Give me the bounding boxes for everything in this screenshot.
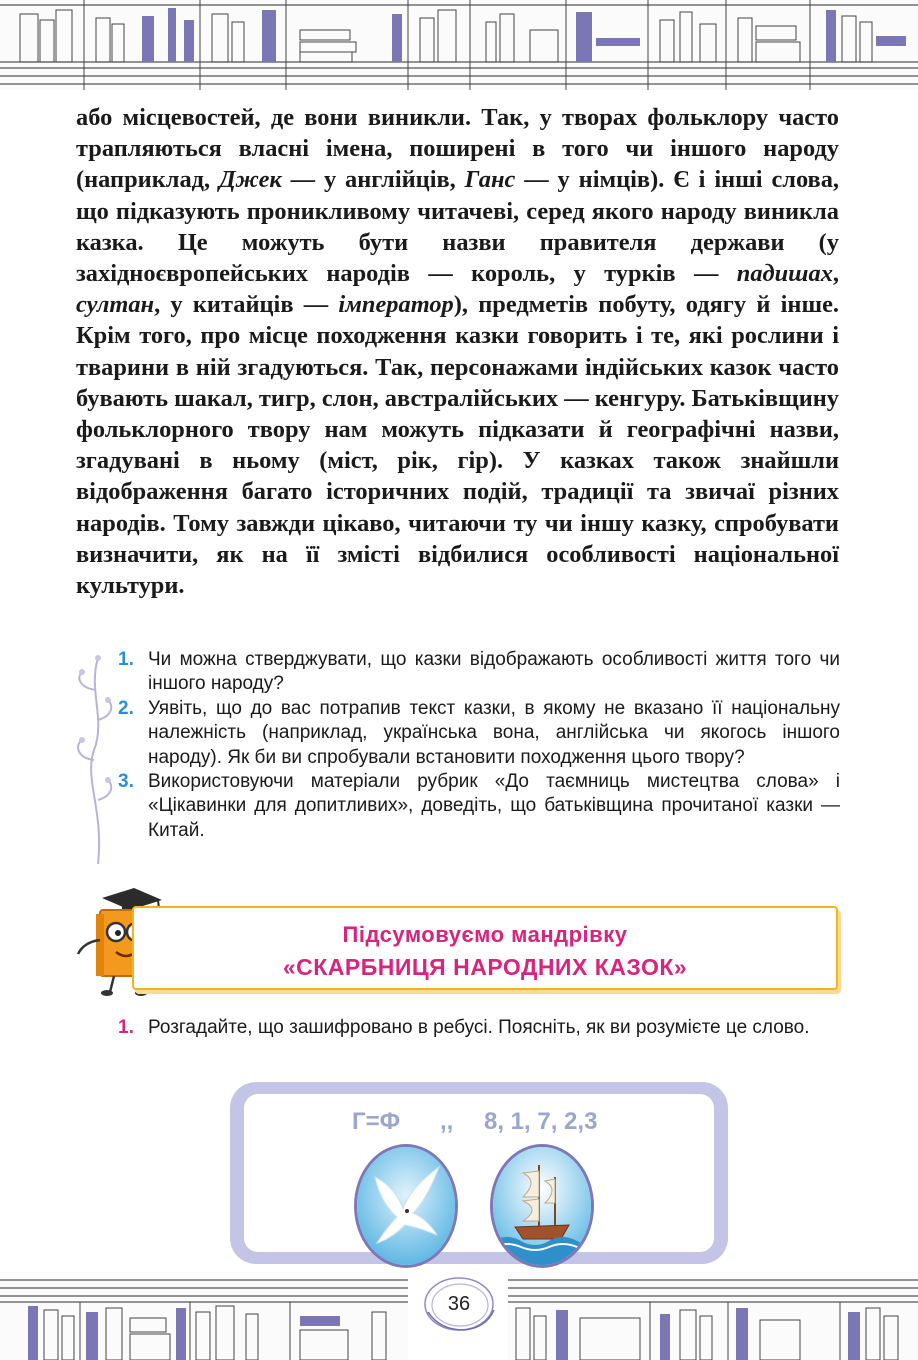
question-number: 3. <box>118 771 134 793</box>
body-text-part: — у німців). Є і інші слова, що підказують проникливому читачеві, серед якого народу виникла казка. Це можуть бути назви правителя держави (у західноєвропейських народів — король, у турків — <box>76 166 840 288</box>
section-banner <box>132 906 838 990</box>
page-number-badge <box>420 1274 498 1334</box>
rebus-frame <box>230 1082 728 1264</box>
question-number: 2. <box>118 697 134 719</box>
rebus-clue-left: Г=Ф <box>352 1108 401 1135</box>
body-paragraph <box>76 102 839 601</box>
page-number: 36 <box>447 1293 471 1315</box>
rebus-clue-right: 8, 1, 7, 2,3 <box>484 1108 598 1135</box>
body-text-italic: Ганс <box>464 166 516 194</box>
sailing-ship-icon <box>490 1144 594 1268</box>
question-item <box>118 697 840 770</box>
body-text-part: — у англійців, <box>281 166 465 194</box>
question-text: Чи можна стверджувати, що казки відображають особливості життя того чи іншого народу? <box>148 649 840 695</box>
floral-ornament-icon <box>68 650 118 870</box>
bookshelf-decoration-top <box>0 0 918 90</box>
question-item <box>118 648 840 697</box>
dove-icon <box>354 1144 458 1268</box>
question-number: 1. <box>118 649 134 670</box>
question-item <box>118 770 840 843</box>
rebus-panel <box>244 1094 714 1252</box>
body-text-part: , <box>832 260 839 288</box>
banner-subtitle: «СКАРБНИЦЯ НАРОДНИХ КАЗОК» <box>282 954 688 980</box>
task-item <box>118 1016 840 1040</box>
rebus-commas: ,, <box>440 1108 454 1135</box>
body-text-part: , у китайців — <box>154 291 339 319</box>
question-text: Використовуючи матеріали рубрик «До таємниць мистецтва слова» і «Цікавинки для допитливих», доведіть, що батьківщина прочитаної казки — Китай. <box>148 771 840 841</box>
body-text-italic: імператор <box>338 291 454 319</box>
body-text-part: або місцевостей, де вони виникли. Так, у творах фольклору часто трапляються власні імена, поширені в того чи іншого народу (наприклад, <box>76 104 839 194</box>
task-number: 1. <box>118 1017 134 1038</box>
body-text-italic: падишах <box>736 260 833 288</box>
banner-title: Підсумовуємо мандрівку <box>342 922 628 947</box>
question-list <box>118 648 840 843</box>
body-text-italic: султан <box>76 291 155 319</box>
task-text: Розгадайте, що зашифровано в ребусі. Поясніть, як ви розумієте це слово. <box>148 1017 810 1038</box>
body-text-part: ), предметів побуту, одягу й інше. Крім того, про місце походження казки говорить і те, які рослини і тварини в ній згадуються. Так, персонажами індійських казок часто бувають шакал, тигр, слон, австралійських — кенгуру. Батьківщину фольклорного твору нам можуть підказати й географічні назви, згадувані в ньому (міст, рік, гір). У казках також знайшли відображення багато історичних подій, традиції та звичаї різних народів. Тому завжди цікаво, читаючи ту чи іншу казку, спробувати визначити, як на її змісті відбилися особливості національної культури. <box>76 291 839 600</box>
body-text-italic: Джек <box>219 166 282 194</box>
question-text: Уявіть, що до вас потрапив текст казки, в якому не вказано її національну належність (наприклад, українська вона, англійська чи якогось іншого народу). Як би ви спробували встановити походження цього твору? <box>148 697 840 768</box>
